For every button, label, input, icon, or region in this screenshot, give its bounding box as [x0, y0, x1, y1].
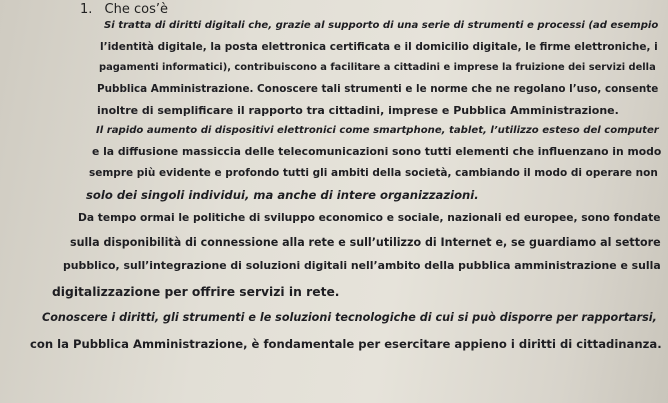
text-line: con la Pubblica Amministrazione, è fondamentale per esercitare appieno i diritti di cittadinanza.	[30, 337, 662, 351]
section-heading	[80, 2, 168, 17]
section-title: Che cos’è	[104, 2, 168, 17]
text-line: digitalizzazione per offrire servizi in rete.	[52, 285, 340, 299]
text-line: Da tempo ormai le politiche di sviluppo economico e sociale, nazionali ed europee, sono fondate	[78, 211, 661, 224]
text-line: e la diffusione massiccia delle telecomunicazioni sono tutti elementi che influenzano in modo	[92, 145, 662, 158]
text-line: sulla disponibilità di connessione alla rete e sull’utilizzo di Internet e, se guardiamo al settore	[70, 236, 661, 249]
text-line: pubblico, sull’integrazione di soluzioni digitali nell’ambito della pubblica amministrazione e sulla	[63, 259, 661, 272]
text-line: Pubblica Amministrazione. Conoscere tali strumenti e le norme che ne regolano l’uso, consente	[97, 83, 659, 95]
text-line: Il rapido aumento di dispositivi elettronici come smartphone, tablet, l’utilizzo esteso del computer	[96, 125, 659, 136]
text-line: pagamenti informatici), contribuiscono a facilitare a cittadini e imprese la fruizione dei servizi della	[99, 62, 656, 73]
text-line: Conoscere i diritti, gli strumenti e le soluzioni tecnologiche di cui si può disporre per rapportarsi,	[42, 311, 657, 324]
section-number: 1.	[80, 2, 93, 17]
text-line: Si tratta di diritti digitali che, grazie al supporto di una serie di strumenti e processi (ad esempio	[104, 20, 659, 31]
text-line: solo dei singoli individui, ma anche di intere organizzazioni.	[86, 188, 479, 202]
text-line: inoltre di semplificare il rapporto tra cittadini, imprese e Pubblica Amministrazione.	[97, 104, 619, 117]
text-line: l’identità digitale, la posta elettronica certificata e il domicilio digitale, le firme elettroniche, i	[100, 41, 658, 53]
text-line: sempre più evidente e profondo tutti gli ambiti della società, cambiando il modo di operare non	[89, 167, 658, 179]
